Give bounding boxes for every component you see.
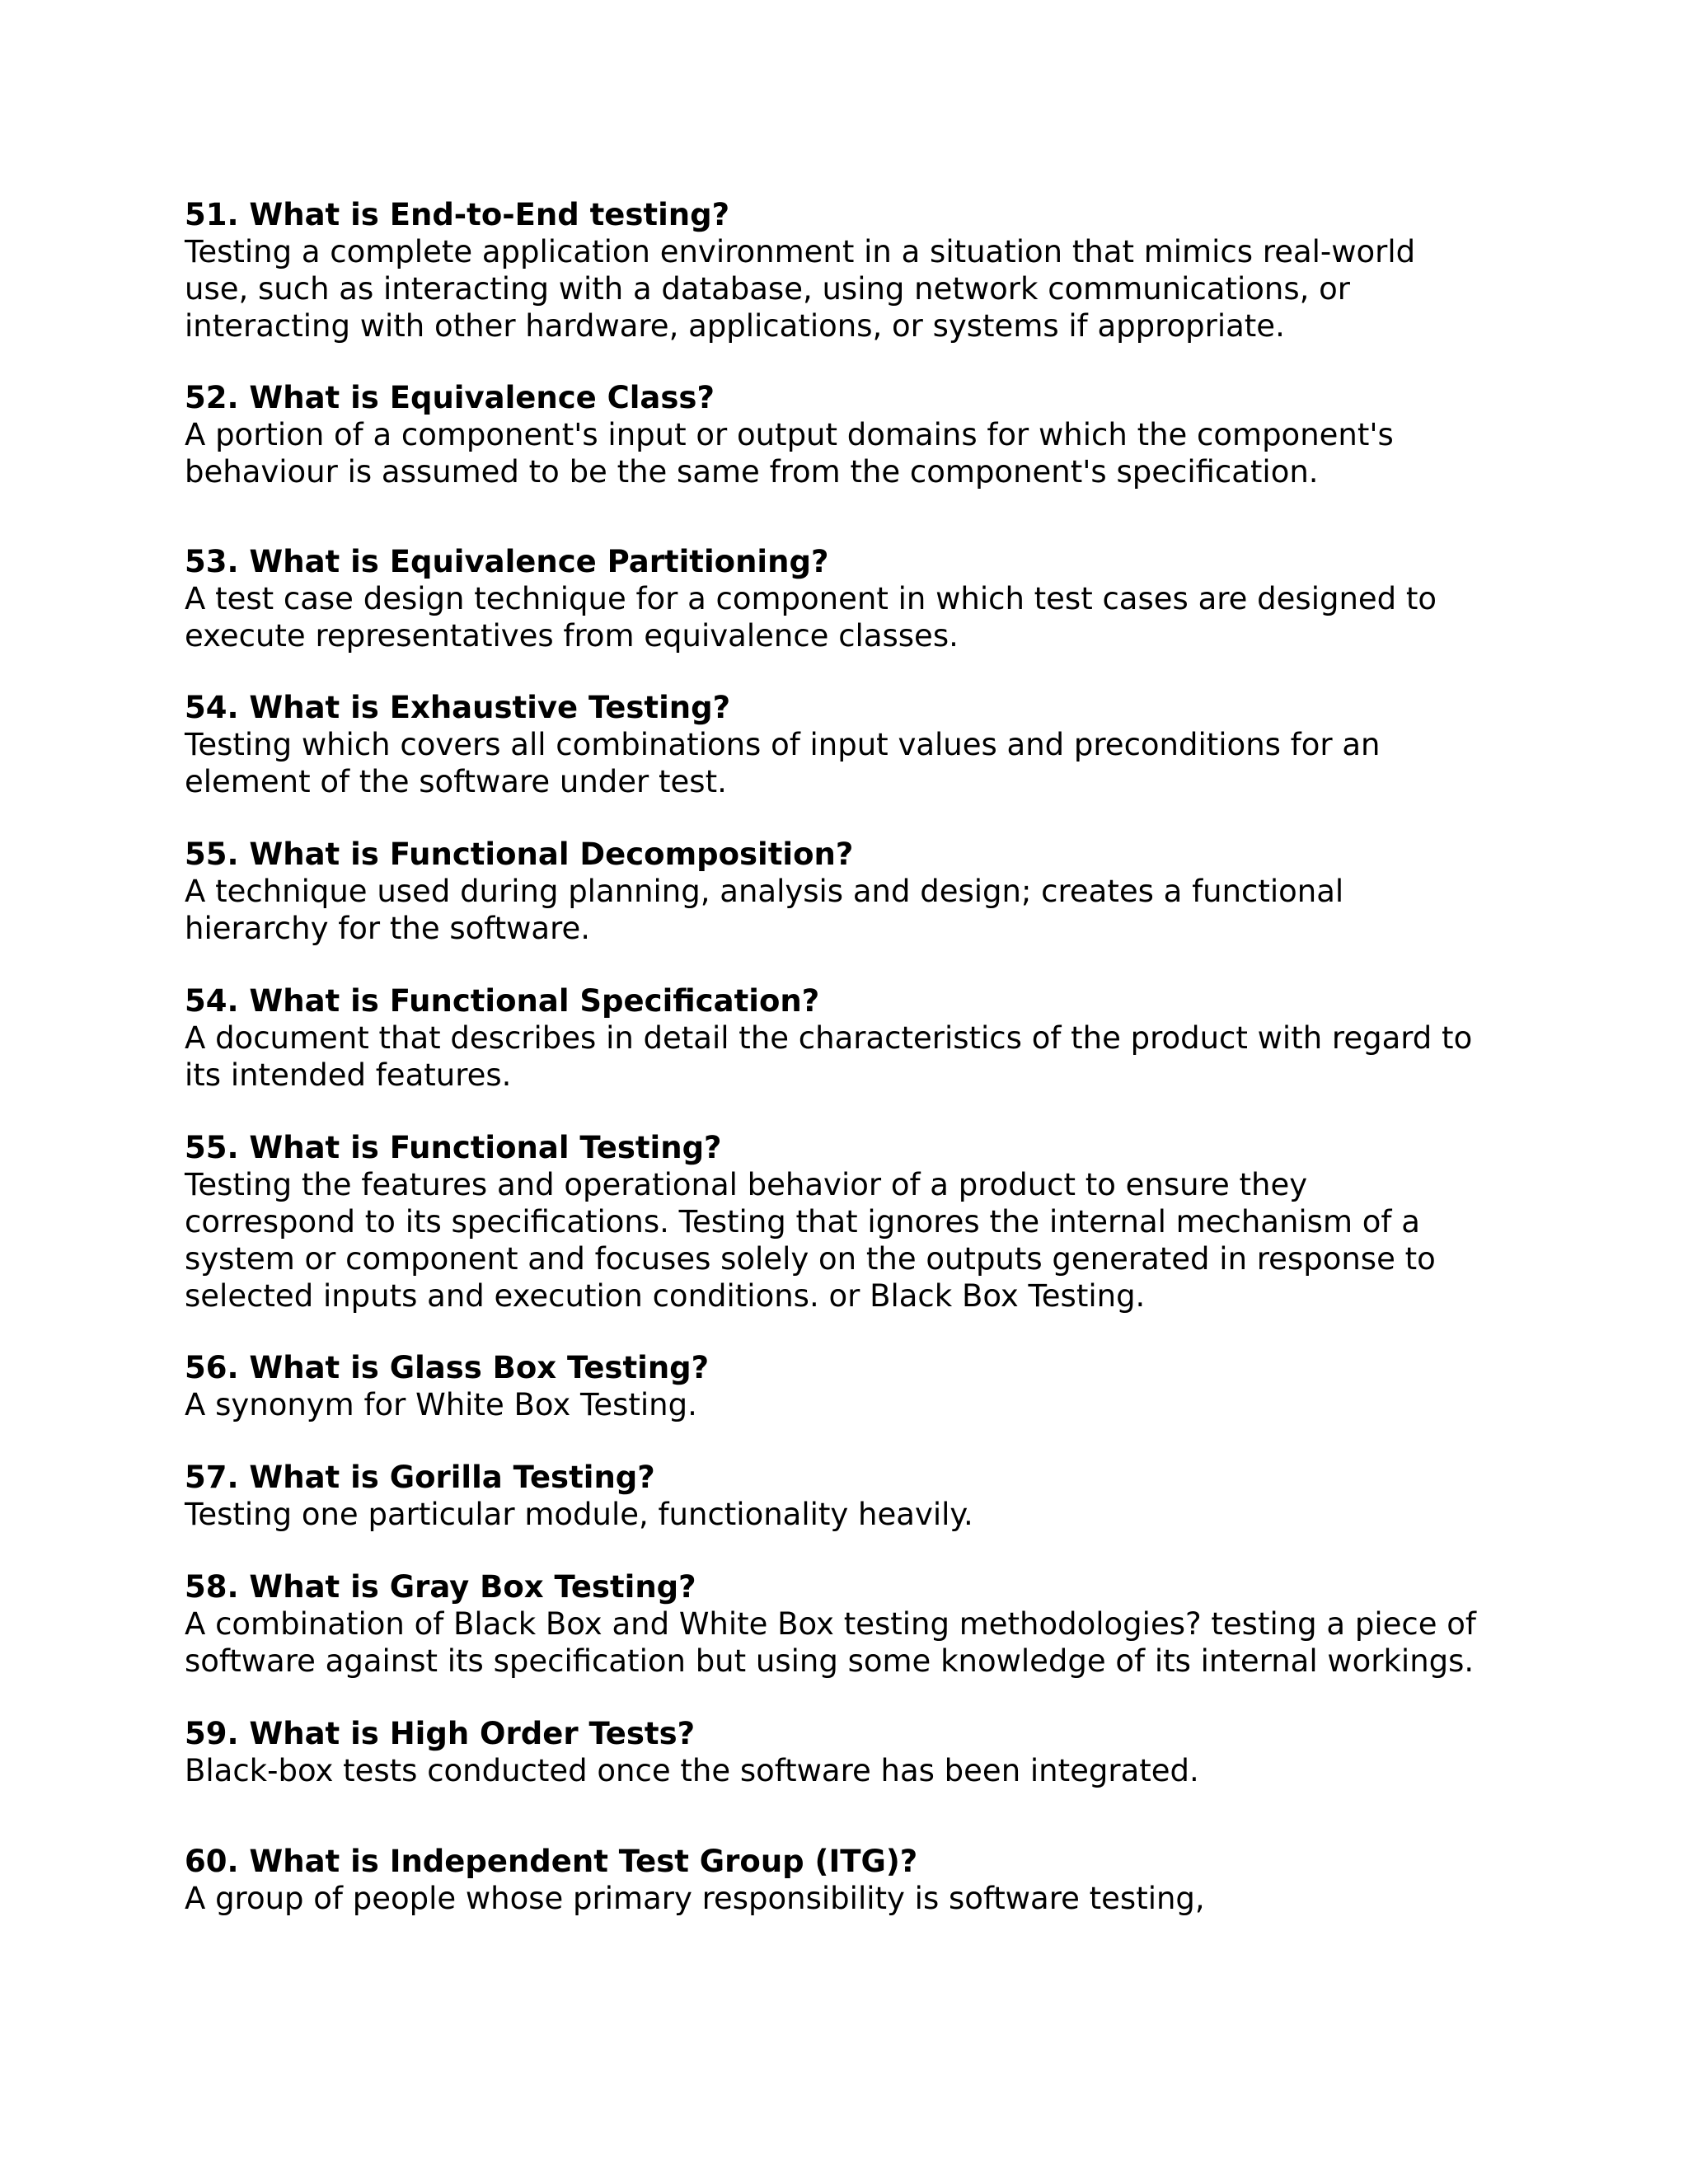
answer-text	[185, 1166, 1503, 1315]
answer-line: A portion of a component's input or output domains for which the component's	[185, 417, 1394, 452]
answer-text	[185, 1019, 1503, 1094]
answer-text	[185, 1880, 1503, 1917]
answer-line: A combination of Black Box and White Box testing methodologies? testing a piece of	[185, 1606, 1476, 1642]
question-heading: 54. What is Functional Specification?	[185, 983, 820, 1019]
answer-text	[185, 1496, 1503, 1533]
qa-item-54b	[185, 982, 1503, 1094]
answer-line: Testing a complete application environment in a situation that mimics real-world	[185, 234, 1416, 269]
answer-line: execute representatives from equivalence classes.	[185, 618, 959, 654]
question-heading: 59. What is High Order Tests?	[185, 1716, 696, 1751]
answer-line: system or component and focuses solely on the outputs generated in response to	[185, 1241, 1436, 1277]
answer-line: behaviour is assumed to be the same from the component's specification.	[185, 454, 1319, 490]
answer-text	[185, 1386, 1503, 1423]
question-heading: 52. What is Equivalence Class?	[185, 380, 715, 415]
answer-text	[185, 580, 1503, 654]
answer-line: use, such as interacting with a database, using network communications, or	[185, 271, 1350, 307]
answer-text	[185, 416, 1503, 490]
question-heading: 60. What is Independent Test Group (ITG)?	[185, 1844, 918, 1879]
answer-line: Testing the features and operational behavior of a product to ensure they	[185, 1167, 1308, 1202]
answer-line: Testing which covers all combinations of input values and preconditions for an	[185, 727, 1381, 762]
answer-line: its intended features.	[185, 1057, 512, 1093]
answer-text	[185, 1605, 1503, 1680]
answer-text	[185, 873, 1503, 947]
answer-text	[185, 726, 1503, 800]
answer-line: element of the software under test.	[185, 764, 727, 799]
answer-line: hierarchy for the software.	[185, 911, 591, 946]
question-heading: 55. What is Functional Testing?	[185, 1130, 722, 1165]
qa-item-58	[185, 1568, 1503, 1680]
answer-line: Testing one particular module, functionality heavily.	[185, 1497, 973, 1532]
question-heading: 54. What is Exhaustive Testing?	[185, 690, 731, 725]
qa-item-51	[185, 196, 1503, 344]
question-heading: 57. What is Gorilla Testing?	[185, 1460, 655, 1495]
answer-line: A document that describes in detail the characteristics of the product with regard to	[185, 1020, 1473, 1056]
qa-item-56	[185, 1349, 1503, 1423]
answer-text	[185, 1752, 1503, 1789]
qa-item-60	[185, 1843, 1503, 1917]
answer-line: A group of people whose primary responsibility is software testing,	[185, 1881, 1205, 1916]
qa-item-59	[185, 1715, 1503, 1789]
qa-item-52	[185, 379, 1503, 490]
answer-text	[185, 233, 1503, 344]
answer-line: selected inputs and execution conditions. or Black Box Testing.	[185, 1278, 1146, 1314]
answer-line: Black-box tests conducted once the software has been integrated.	[185, 1753, 1199, 1788]
qa-item-57	[185, 1459, 1503, 1533]
question-heading: 53. What is Equivalence Partitioning?	[185, 544, 829, 579]
answer-line: A test case design technique for a component in which test cases are designed to	[185, 581, 1437, 616]
answer-line: A synonym for White Box Testing.	[185, 1387, 697, 1422]
answer-line: correspond to its specifications. Testing that ignores the internal mechanism of a	[185, 1204, 1420, 1240]
question-heading: 58. What is Gray Box Testing?	[185, 1569, 696, 1605]
answer-line: A technique used during planning, analysis and design; creates a functional	[185, 874, 1344, 909]
qa-item-54	[185, 689, 1503, 800]
question-heading: 56. What is Glass Box Testing?	[185, 1350, 710, 1385]
qa-item-55	[185, 836, 1503, 947]
answer-line: interacting with other hardware, applications, or systems if appropriate.	[185, 308, 1285, 344]
question-heading: 55. What is Functional Decomposition?	[185, 837, 854, 872]
answer-line: software against its specification but using some knowledge of its internal workings.	[185, 1643, 1475, 1679]
qa-item-55b	[185, 1129, 1503, 1315]
question-heading: 51. What is End-to-End testing?	[185, 197, 730, 232]
qa-item-53	[185, 543, 1503, 654]
